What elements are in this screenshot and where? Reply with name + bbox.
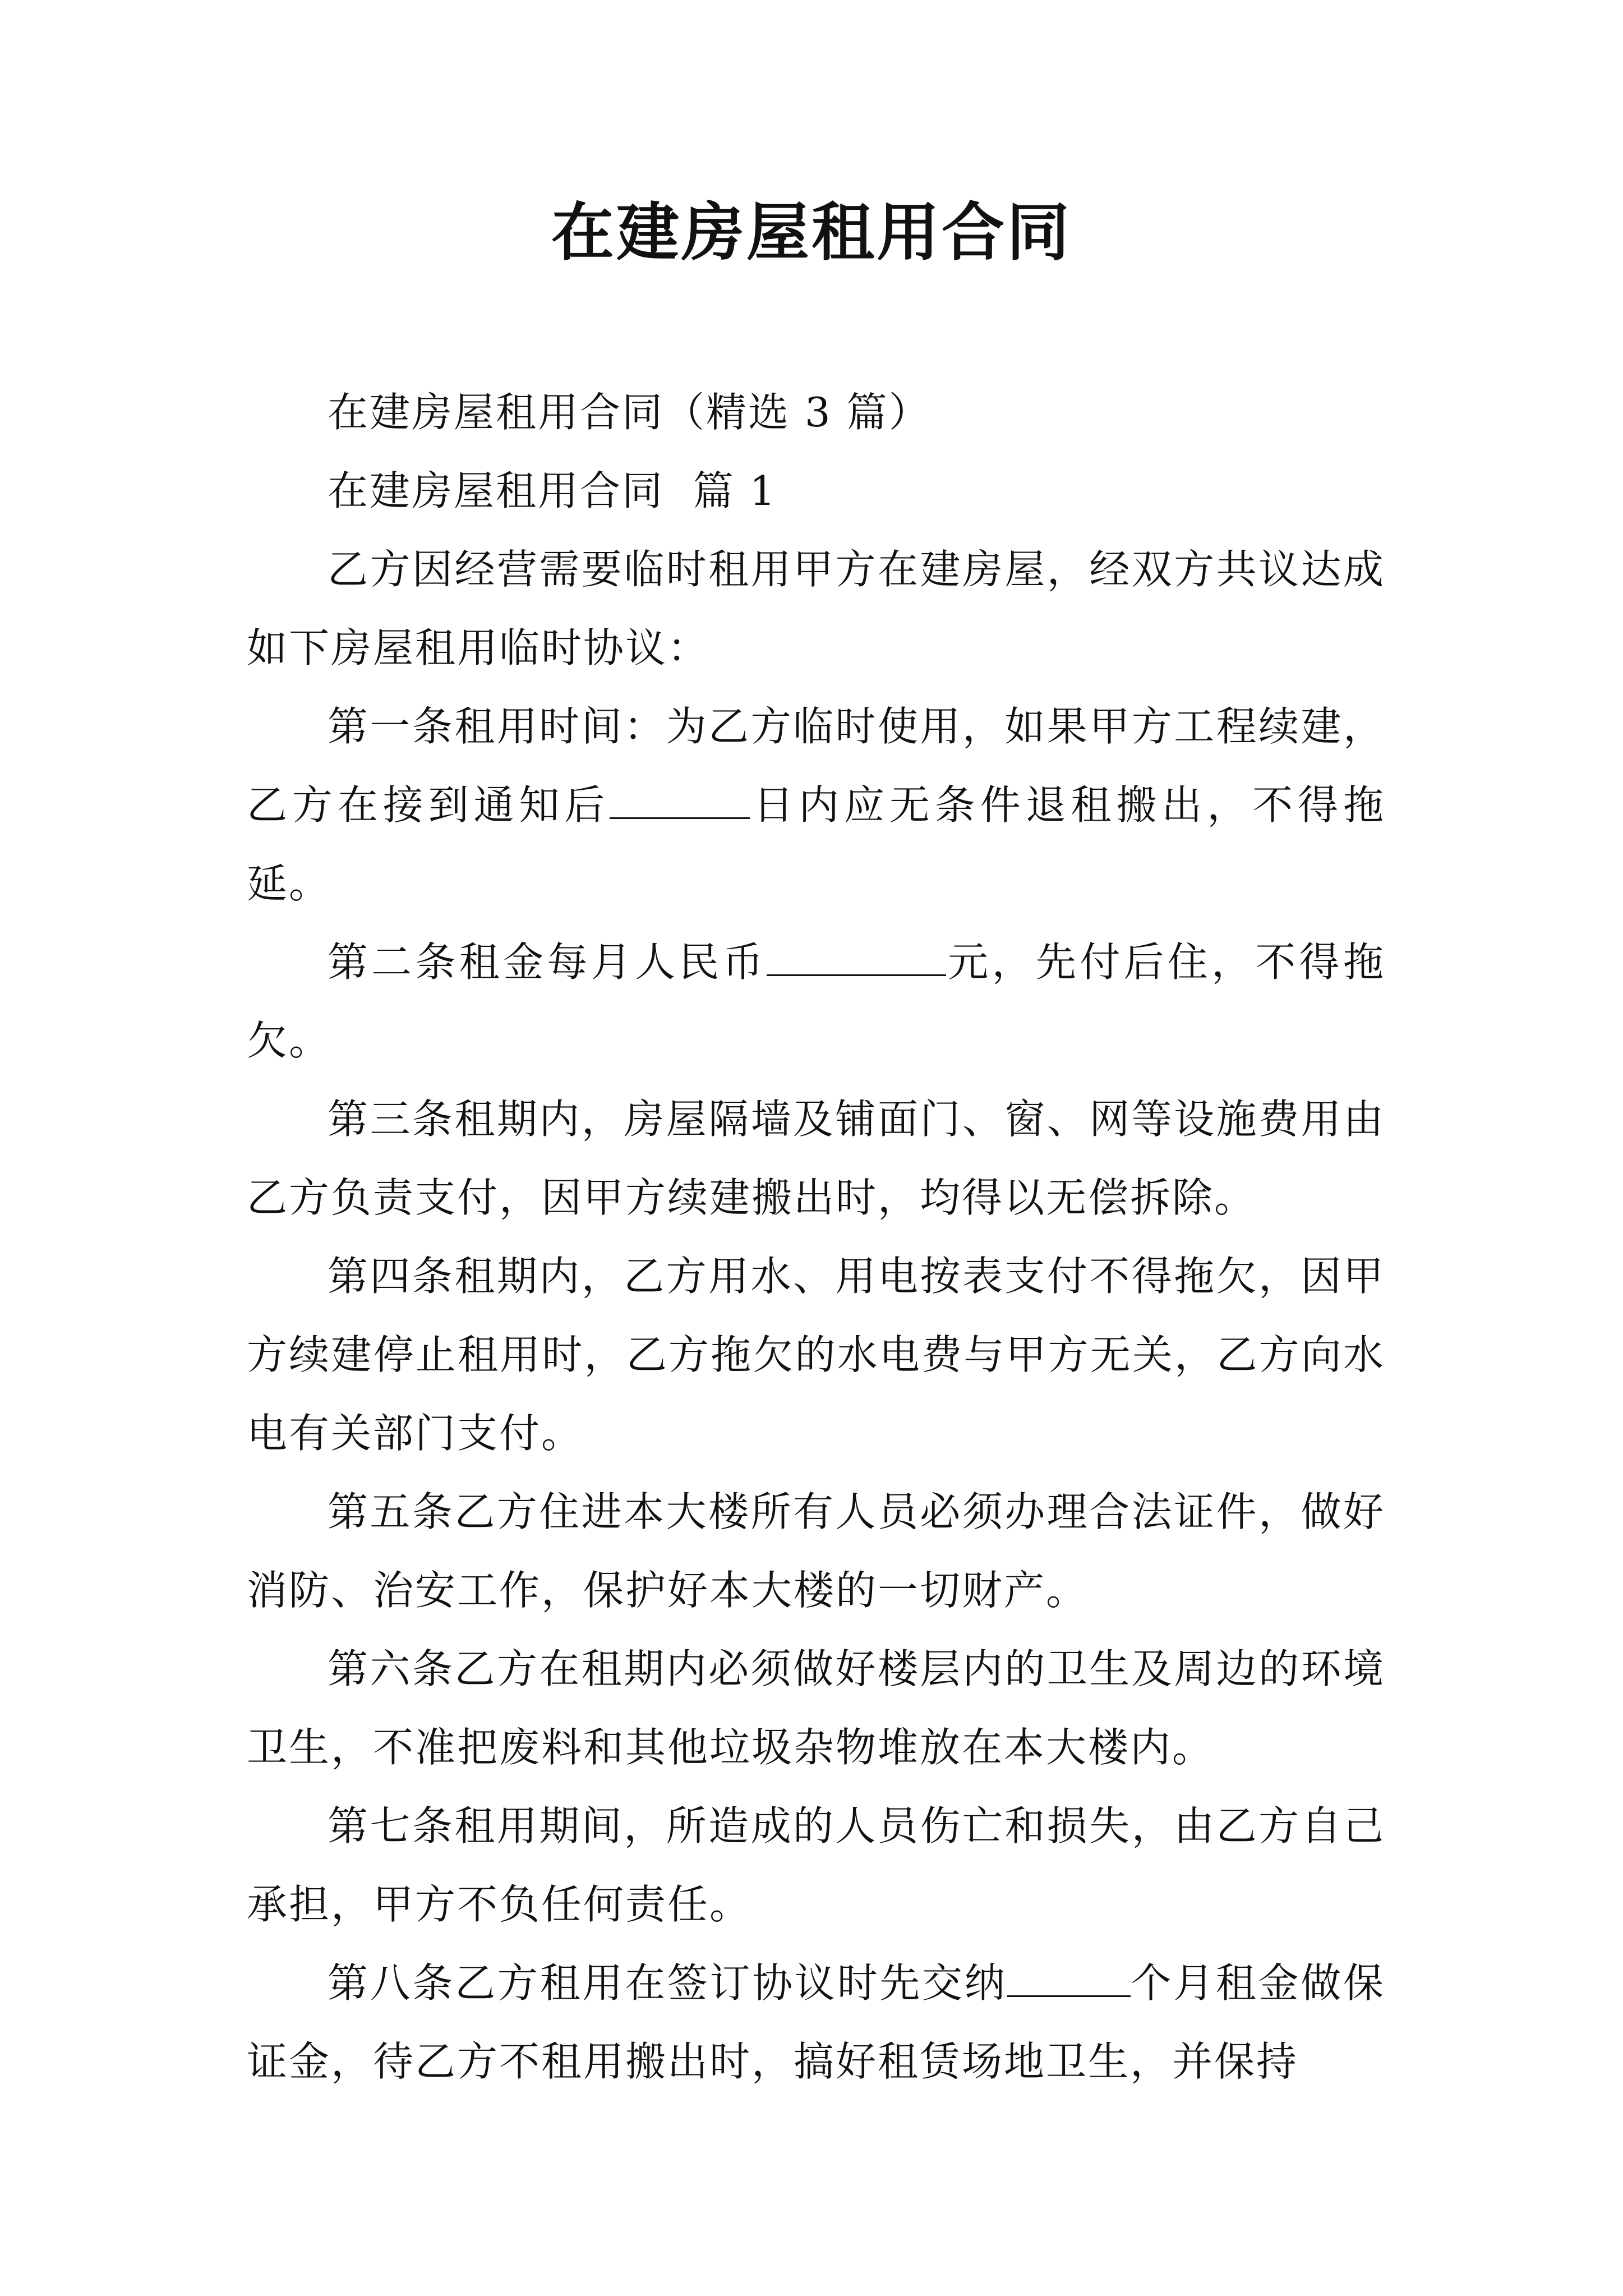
article-1-text-b: 日内应无条件退租搬出，不得拖延。: [247, 781, 1385, 907]
paragraph-article-2: [247, 923, 1385, 1080]
paragraph-article-3: 第三条租期内，房屋隔墙及铺面门、窗、网等设施费用由乙方负责支付，因甲方续建搬出时，均得以无偿拆除。: [247, 1096, 1385, 1221]
section-heading: 在建房屋租用合同 篇 1: [328, 467, 777, 514]
document-title: 在建房屋租用合同: [551, 196, 1072, 269]
paragraph-article-7: 第七条租用期间，所造成的人员伤亡和损失，由乙方自己承担，甲方不负任何责任。: [247, 1802, 1385, 1928]
blank-line: [1007, 1959, 1131, 1997]
paragraph-article-5: 第五条乙方住进本大楼所有人员必须办理合法证件，做好消防、治安工作，保护好本大楼的一切财产。: [247, 1488, 1385, 1614]
article-1-text-a: 第一条租用时间：为乙方临时使用，如果甲方工程续建，乙方在接到通知后: [247, 703, 1385, 829]
article-8-text-a: 第八条乙方租用在签订协议时先交纳: [328, 1959, 1007, 2007]
article-2-text-b: 元，先付后住，不得拖欠。: [247, 938, 1385, 1064]
blank-line: [767, 938, 946, 976]
paragraph-article-6: 第六条乙方在租期内必须做好楼层内的卫生及周边的环境卫生，不准把废料和其他垃圾杂物堆放在本大楼内。: [247, 1645, 1385, 1771]
paragraph-article-1: [247, 687, 1385, 923]
blank-line: [610, 781, 750, 819]
paragraph-article-8: [247, 1944, 1385, 2101]
document-body: [247, 373, 1385, 2101]
paragraph-article-4: 第四条租期内，乙方用水、用电按表支付不得拖欠，因甲方续建停止租用时，乙方拖欠的水电费与甲方无关，乙方向水电有关部门支付。: [247, 1253, 1385, 1457]
article-8-text-b: 个月租金做保证金，待乙方不租用搬出时，搞好租赁场地卫生，并保持: [247, 1959, 1385, 2085]
article-2-text-a: 第二条租金每月人民币: [328, 938, 767, 986]
paragraph-preamble: 乙方因经营需要临时租用甲方在建房屋，经双方共议达成如下房屋租用临时协议：: [247, 546, 1385, 671]
intro-line: 在建房屋租用合同（精选 3 篇）: [328, 389, 931, 436]
